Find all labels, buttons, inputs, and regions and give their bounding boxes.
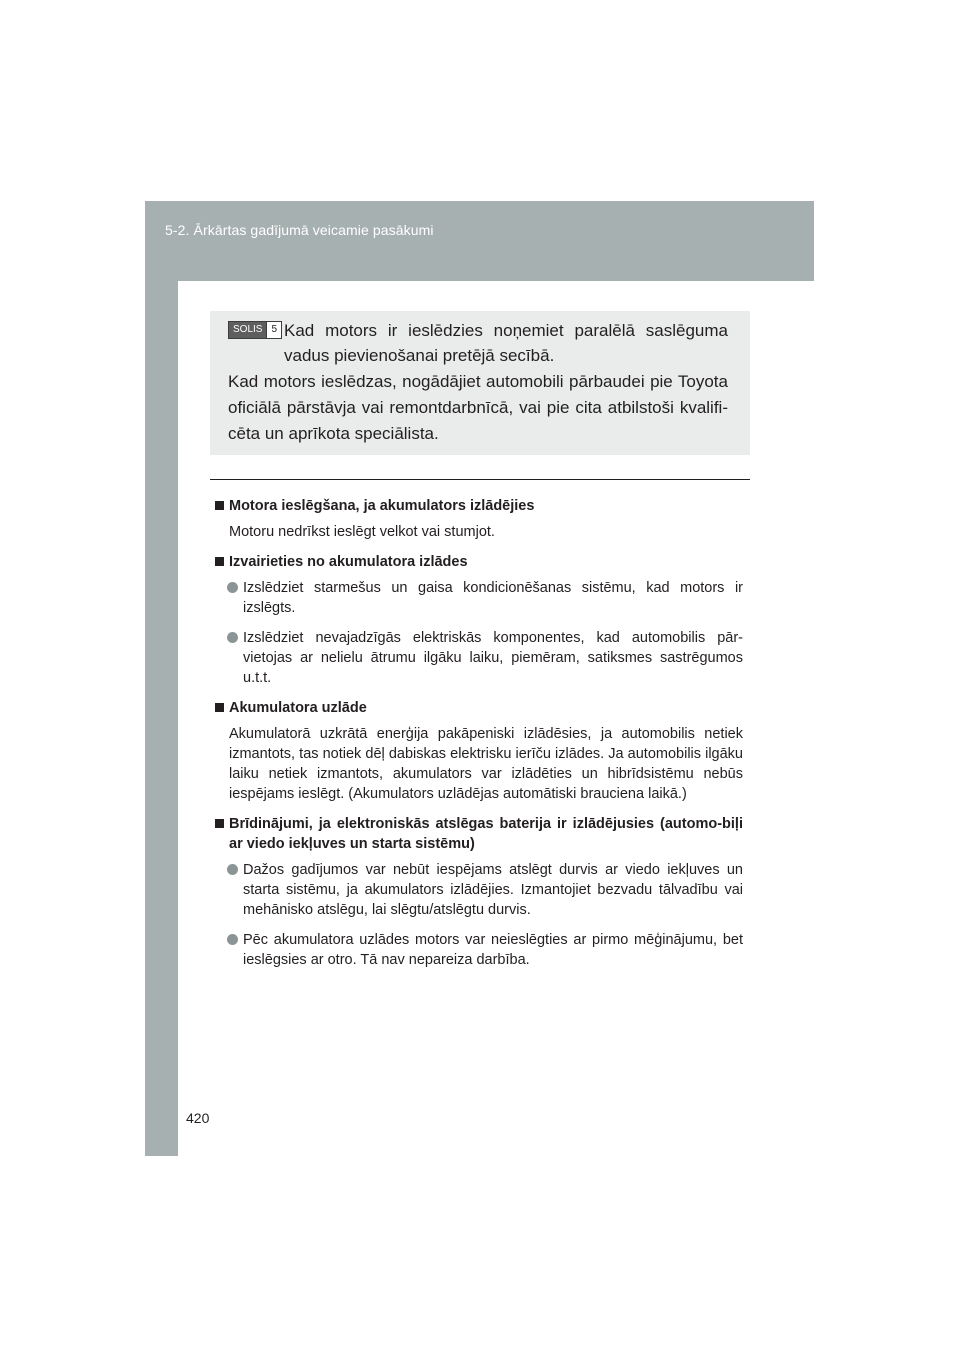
section-heading <box>215 698 743 718</box>
circle-bullet-icon <box>227 864 238 875</box>
step-instruction-line2: vadus pievienošanai pretējā secībā. <box>284 346 555 365</box>
step-instruction-line1: Kad motors ir ieslēdzies noņemiet paralēlā saslēguma <box>284 321 728 340</box>
list-item <box>227 930 743 970</box>
section-divider <box>210 479 750 480</box>
step-note-paragraph: Kad motors ieslēdzas, nogādājiet automobili pārbaudei pie Toyota oficiālā pārstāvja vai remontdarbnīcā, vai pie cita atbilstoši kvalifi-cēta un aprīkota speciālista. <box>228 372 728 443</box>
section-heading <box>215 552 743 572</box>
list-item-text: Pēc akumulatora uzlādes motors var neieslēgties ar pirmo mēģinājumu, bet ieslēgsies ar otro. Tā nav nepareiza darbība. <box>243 932 743 968</box>
page-number: 420 <box>186 1110 210 1126</box>
section-title: 5-2. Ārkārtas gadījumā veicamie pasākumi <box>165 222 434 238</box>
square-bullet-icon <box>215 703 224 712</box>
section-heading-text: Brīdinājumi, ja elektroniskās atslēgas baterija ir izlādējusies (automo-biļi ar viedo iekļuves un starta sistēmu) <box>229 816 743 852</box>
square-bullet-icon <box>215 819 224 828</box>
section-body: Motoru nedrīkst ieslēgt velkot vai stumjot. <box>229 524 495 540</box>
content-area <box>215 496 743 970</box>
section-heading-text: Motora ieslēgšana, ja akumulators izlādējies <box>229 498 535 514</box>
circle-bullet-icon <box>227 582 238 593</box>
section-body: Akumulatorā uzkrātā enerģija pakāpeniski izlādēsies, ja automobilis netiek izmantots, tas notiek dēļ dabiskas elektrisku ierīču izlādes. Ja automobilis ilgāku laiku netiek izmantots, akumulators var izlādēties un hibrīdsistēmu nebūs iespējams ieslēgt. (Akumulators uzlādējas automātiski brauciena laikā.) <box>229 726 743 802</box>
section-heading <box>215 814 743 854</box>
section-heading-text: Izvairieties no akumulatora izlādes <box>229 554 468 570</box>
step-badge-number: 5 <box>266 321 282 339</box>
section-heading-text: Akumulatora uzlāde <box>229 700 367 716</box>
circle-bullet-icon <box>227 632 238 643</box>
list-item-text: Izslēdziet nevajadzīgās elektriskās komponentes, kad automobilis pār-vietojas ar nelielu ātrumu ilgāku laiku, piemēram, satiksmes sastrēgumos u.t.t. <box>243 630 743 686</box>
step-badge <box>228 321 282 339</box>
list-item-text: Dažos gadījumos var nebūt iespējams atslēgt durvis ar viedo iekļuves un starta sistēmu, ja akumulators izlādējies. Izmantojiet bezvadu tālvadību vai mehānisko atslēgu, lai slēgtu/atslēgtu durvis. <box>243 862 743 918</box>
list-item <box>227 578 743 618</box>
list-item <box>227 860 743 920</box>
list-item <box>227 628 743 688</box>
header-band <box>145 201 814 281</box>
square-bullet-icon <box>215 501 224 510</box>
circle-bullet-icon <box>227 934 238 945</box>
list-item-text: Izslēdziet starmešus un gaisa kondicionēšanas sistēmu, kad motors ir izslēgts. <box>243 580 743 616</box>
section-heading <box>215 496 743 516</box>
square-bullet-icon <box>215 557 224 566</box>
side-strip <box>145 281 178 1156</box>
step-badge-word: SOLIS <box>228 321 266 339</box>
